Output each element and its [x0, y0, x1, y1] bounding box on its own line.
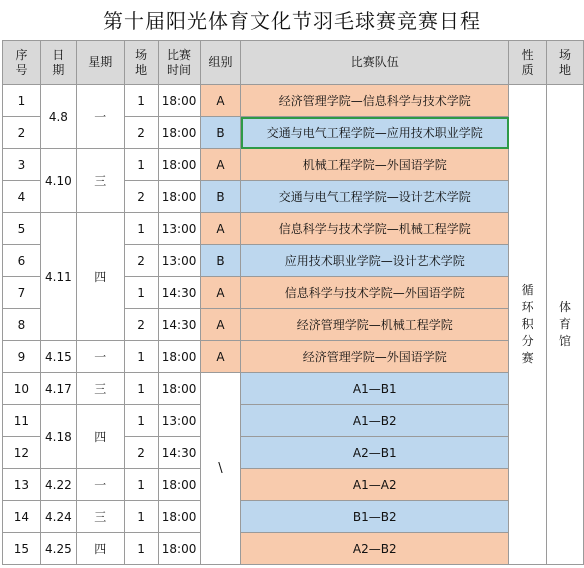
cell-seq[interactable]: 8	[3, 309, 41, 341]
cell-time[interactable]: 18:00	[158, 469, 200, 501]
cell-court[interactable]: 1	[124, 149, 158, 181]
cell-weekday[interactable]: 三	[76, 149, 124, 213]
cell-teams[interactable]: A2—B2	[241, 533, 509, 565]
cell-time[interactable]: 18:00	[158, 501, 200, 533]
cell-time[interactable]: 18:00	[158, 181, 200, 213]
table-row	[3, 405, 584, 437]
cell-date[interactable]: 4.15	[40, 341, 76, 373]
cell-court[interactable]: 1	[124, 85, 158, 117]
cell-group[interactable]: A	[200, 149, 241, 181]
cell-date[interactable]: 4.11	[40, 213, 76, 341]
cell-seq[interactable]: 15	[3, 533, 41, 565]
cell-court[interactable]: 2	[124, 181, 158, 213]
cell-seq[interactable]: 3	[3, 149, 41, 181]
cell-weekday[interactable]: 一	[76, 85, 124, 149]
cell-seq[interactable]: 13	[3, 469, 41, 501]
cell-time[interactable]: 18:00	[158, 85, 200, 117]
cell-time[interactable]: 18:00	[158, 149, 200, 181]
cell-seq[interactable]: 7	[3, 277, 41, 309]
cell-time[interactable]: 13:00	[158, 213, 200, 245]
table-row	[3, 501, 584, 533]
header-weekday[interactable]: 星期	[76, 41, 124, 85]
cell-court[interactable]: 2	[124, 437, 158, 469]
cell-teams[interactable]: 应用技术职业学院—设计艺术学院	[241, 245, 509, 277]
table-row	[3, 469, 584, 501]
cell-seq[interactable]: 10	[3, 373, 41, 405]
cell-date[interactable]: 4.10	[40, 149, 76, 213]
header-nature[interactable]: 性 质	[509, 41, 547, 85]
cell-teams[interactable]: A1—B2	[241, 405, 509, 437]
cell-court[interactable]: 1	[124, 501, 158, 533]
cell-seq[interactable]: 12	[3, 437, 41, 469]
cell-weekday[interactable]: 一	[76, 469, 124, 501]
cell-date[interactable]: 4.25	[40, 533, 76, 565]
table-row	[3, 341, 584, 373]
cell-date[interactable]: 4.24	[40, 501, 76, 533]
cell-time[interactable]: 13:00	[158, 245, 200, 277]
cell-time[interactable]: 14:30	[158, 277, 200, 309]
cell-teams[interactable]: 信息科学与技术学院—机械工程学院	[241, 213, 509, 245]
header-time[interactable]: 比赛 时间	[158, 41, 200, 85]
cell-weekday[interactable]: 三	[76, 373, 124, 405]
cell-group[interactable]: A	[200, 85, 241, 117]
cell-weekday[interactable]: 四	[76, 213, 124, 341]
cell-date[interactable]: 4.18	[40, 405, 76, 469]
cell-seq[interactable]: 14	[3, 501, 41, 533]
cell-date[interactable]: 4.8	[40, 85, 76, 149]
header-date[interactable]: 日 期	[40, 41, 76, 85]
cell-seq[interactable]: 1	[3, 85, 41, 117]
cell-court[interactable]: 2	[124, 117, 158, 149]
cell-time[interactable]: 18:00	[158, 341, 200, 373]
cell-seq[interactable]: 4	[3, 181, 41, 213]
cell-court[interactable]: 1	[124, 341, 158, 373]
cell-court[interactable]: 1	[124, 213, 158, 245]
cell-group[interactable]: A	[200, 341, 241, 373]
cell-time[interactable]: 18:00	[158, 533, 200, 565]
cell-group[interactable]: B	[200, 181, 241, 213]
cell-teams[interactable]: 信息科学与技术学院—外国语学院	[241, 277, 509, 309]
cell-court[interactable]: 1	[124, 405, 158, 437]
cell-teams-selected[interactable]: 交通与电气工程学院—应用技术职业学院	[241, 117, 509, 149]
header-court[interactable]: 场 地	[124, 41, 158, 85]
cell-teams[interactable]: 机械工程学院—外国语学院	[241, 149, 509, 181]
header-venue[interactable]: 场 地	[547, 41, 584, 85]
table-row	[3, 373, 584, 405]
cell-group[interactable]: A	[200, 309, 241, 341]
header-teams[interactable]: 比赛队伍	[241, 41, 509, 85]
cell-seq[interactable]: 11	[3, 405, 41, 437]
cell-weekday[interactable]: 一	[76, 341, 124, 373]
cell-time[interactable]: 18:00	[158, 117, 200, 149]
cell-teams[interactable]: 经济管理学院—机械工程学院	[241, 309, 509, 341]
cell-group-merged[interactable]: \	[200, 373, 241, 565]
table-row	[3, 149, 584, 181]
cell-date[interactable]: 4.22	[40, 469, 76, 501]
cell-time[interactable]: 14:30	[158, 309, 200, 341]
cell-seq[interactable]: 5	[3, 213, 41, 245]
cell-group[interactable]: B	[200, 117, 241, 149]
cell-group[interactable]: A	[200, 213, 241, 245]
cell-court[interactable]: 2	[124, 309, 158, 341]
cell-time[interactable]: 18:00	[158, 373, 200, 405]
cell-court[interactable]: 2	[124, 245, 158, 277]
cell-group[interactable]: B	[200, 245, 241, 277]
cell-court[interactable]: 1	[124, 469, 158, 501]
cell-seq[interactable]: 6	[3, 245, 41, 277]
cell-time[interactable]: 13:00	[158, 405, 200, 437]
cell-teams[interactable]: 交通与电气工程学院—设计艺术学院	[241, 181, 509, 213]
cell-weekday[interactable]: 四	[76, 405, 124, 469]
cell-teams[interactable]: A2—B1	[241, 437, 509, 469]
cell-teams[interactable]: 经济管理学院—外国语学院	[241, 341, 509, 373]
cell-date[interactable]: 4.17	[40, 373, 76, 405]
cell-group[interactable]: A	[200, 277, 241, 309]
cell-teams[interactable]: B1—B2	[241, 501, 509, 533]
page-title: 第十届阳光体育文化节羽毛球赛竞赛日程	[103, 9, 481, 33]
schedule-table	[2, 40, 584, 565]
table-row	[3, 533, 584, 565]
header-seq[interactable]: 序 号	[3, 41, 41, 85]
cell-venue[interactable]: 体 育 馆	[547, 85, 584, 565]
cell-teams[interactable]: 经济管理学院—信息科学与技术学院	[241, 85, 509, 117]
cell-court[interactable]: 1	[124, 373, 158, 405]
cell-seq[interactable]: 9	[3, 341, 41, 373]
header-group[interactable]: 组别	[200, 41, 241, 85]
cell-court[interactable]: 1	[124, 277, 158, 309]
cell-time[interactable]: 14:30	[158, 437, 200, 469]
cell-court[interactable]: 1	[124, 533, 158, 565]
cell-weekday[interactable]: 三	[76, 501, 124, 533]
cell-teams[interactable]: A1—A2	[241, 469, 509, 501]
cell-nature[interactable]: 循 环 积 分 赛	[509, 85, 547, 565]
table-row	[3, 85, 584, 117]
header-row	[3, 41, 584, 85]
cell-seq[interactable]: 2	[3, 117, 41, 149]
table-row	[3, 213, 584, 245]
cell-teams[interactable]: A1—B1	[241, 373, 509, 405]
cell-weekday[interactable]: 四	[76, 533, 124, 565]
